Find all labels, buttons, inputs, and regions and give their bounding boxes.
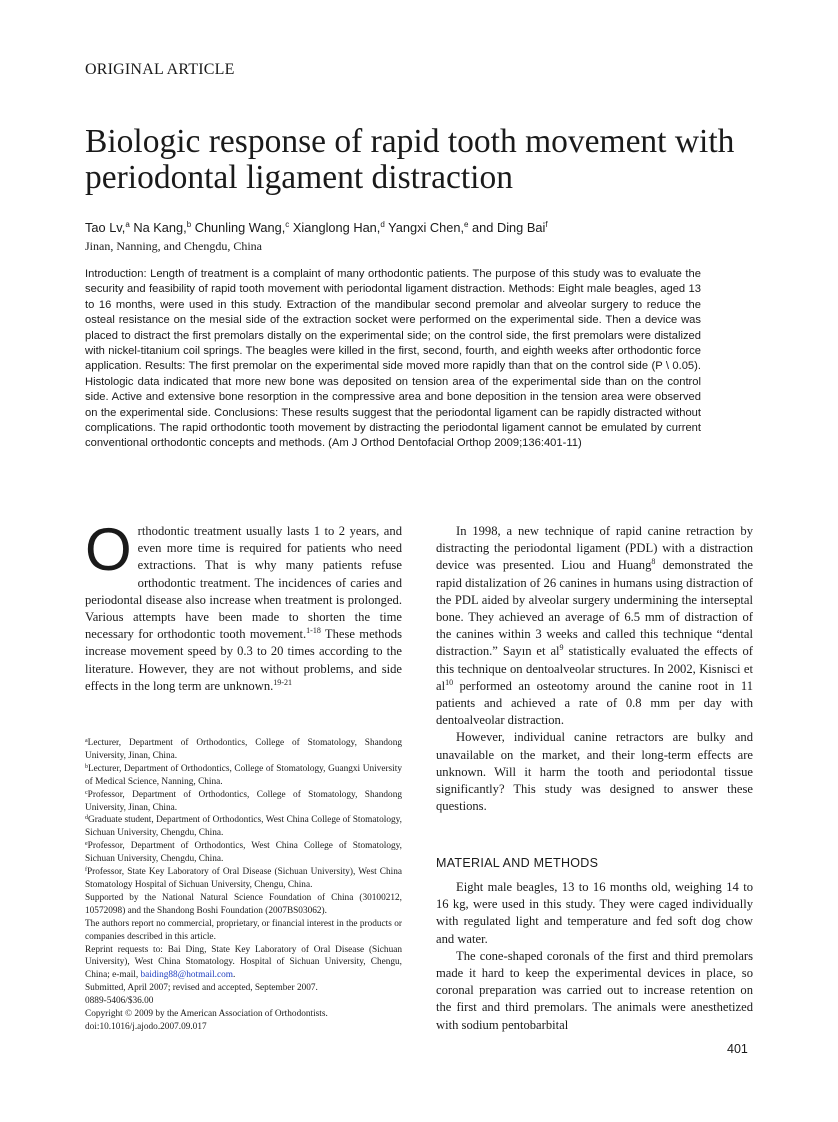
footnotes bbox=[85, 737, 402, 1034]
author-mark: d bbox=[380, 220, 385, 229]
doi: doi:10.1016/j.ajodo.2007.09.017 bbox=[85, 1021, 207, 1032]
author-name: Na Kang, bbox=[133, 220, 187, 235]
drop-cap: O bbox=[85, 516, 132, 583]
section-label: ORIGINAL ARTICLE bbox=[85, 61, 235, 78]
email-link[interactable]: baiding88@hotmail.com bbox=[140, 970, 233, 981]
author-mark: b bbox=[186, 220, 192, 229]
footnote: $^a$Lecturer, Department of Orthodontics, College of Stomatology, Shandong University, Jinan, China. bbox=[85, 738, 402, 761]
body-paragraph: Eight male beagles, 13 to 16 months old, weighing 14 to 16 kg, were used in this study. They were caged individually with regulated light and temperature and fed soft dog chow and water. bbox=[436, 880, 753, 946]
conflict-note: The authors report no commercial, proprietary, or financial interest in the products or companies described in this article. bbox=[85, 918, 402, 942]
footnote: $^c$Professor, Department of Orthodontics, College of Stomatology, Shandong University, Jinan, China. bbox=[85, 789, 402, 813]
footnote: $^b$Lecturer, Department of Orthodontics, College of Stomatology, Guangxi University of Medical Science, Nanning, China. bbox=[85, 763, 402, 787]
left-column bbox=[85, 516, 402, 695]
author-name: Chunling Wang, bbox=[194, 220, 286, 235]
body-paragraph: The cone-shaped coronals of the first and third premolars made it hard to keep the experimental devices in place, so coronal preparation was carried out to increase retention on the first and third premolars. The animals were anesthetized with sodium pentobarbital bbox=[436, 948, 753, 1032]
author-name: Tao Lv, bbox=[85, 220, 126, 235]
footnote: $^f$Professor, State Key Laboratory of Oral Disease (Sichuan University), West China Stomatology Hospital of Sichuan University, Chengu, China. bbox=[85, 867, 402, 890]
page-number: 401 bbox=[727, 1042, 748, 1056]
author-affiliation: Jinan, Nanning, and Chengdu, China bbox=[85, 239, 262, 253]
copyright: Copyright © 2009 by the American Association of Orthodontists. bbox=[85, 1009, 328, 1020]
funding-note: Supported by the National Natural Science Foundation of China (30100212, 10572098) and the Shandong Boshi Foundation (2007BS03062). bbox=[85, 892, 402, 916]
citation: 19-21 bbox=[273, 677, 292, 687]
citation: 8 bbox=[651, 557, 656, 567]
citation: 9 bbox=[559, 643, 564, 653]
body-paragraph: In 1998, a new technique of rapid canine retraction by distracting the periodontal ligament (PDL) with a distraction device was presented. Liou and Huang$^8$ demonstrated the rapid distalization of 26 canines in humans using distraction of the PDL aided by alveolar surgery undermining the interseptal bone. They achieved an average of 6.5 mm of distraction of the canines within 3 weeks and called this technique “dental distraction.” Sayın et $al^9$ statistically evaluated the effects of this technique on dentoalveolar structures. In 2002, Kisnisci et $al^{10}$ performed an osteotomy around the canine root in 11 patients and achieved a rate of 0.8 mm per day with dentoalveolar distraction. bbox=[436, 524, 753, 728]
abstract: Introduction: Length of treatment is a complaint of many orthodontic patients. The purpose of this study was to evaluate the security and feasibility of rapid tooth movement with periodontal ligament distraction. Methods: Eight male beagles, aged 13 to 16 months, were used in this study. Extraction of the mandibular second premolar and alveolar surgery to reduce the osteal resistance on the mesial side of the extraction socket were performed on the experimental side. Then a device was placed to distract the first premolars distally on the experimental side; on the control side, the first premolars were distalized with nickel-titanium coil springs. The beagles were killed in the first, second, fourth, and eighth weeks after orthodontic force application. Results: The first premolar on the experimental side moved more rapidly than that on the control side (P \ 0.05). Histologic data indicated that more new bone was deposited on tension area of the experimental side than on the control side. Active and extensive bone resorption in the compressive area and bone deposition in the tension area were observed on the experimental side. Conclusions: These results suggest that the periodontal ligament can be rapidly distracted without complications. The rapid orthodontic tooth movement by distracting the periodontal ligament cannot be emulated by current conventional orthodontic concepts and methods. (Am J Orthod Dentofacial Orthop 2009;136:401-11) bbox=[85, 268, 701, 450]
issn: 0889-5406/$36.00 bbox=[85, 996, 154, 1007]
section-heading: MATERIAL AND METHODS bbox=[436, 856, 599, 870]
submission-dates: Submitted, April 2007; revised and accepted, September 2007. bbox=[85, 983, 318, 994]
footnote: $^d$Graduate student, Department of Orthodontics, West China College of Stomatology, Sichuan University, Chengdu, China. bbox=[85, 815, 402, 839]
author-name: Yangxi Chen, bbox=[388, 220, 465, 235]
right-column bbox=[436, 523, 753, 815]
body-paragraph: However, individual canine retractors are bulky and unavailable on the market, and their long-term effects are unknown. Will it harm the tooth and periodontal tissue significantly? This study was designed to answer these questions. bbox=[436, 730, 753, 814]
author-list: Tao Lv,$^a$ Na Kang,$^b$ Chunling Wang,$^c$ Xianglong Han,$^d$ Yangxi Chen,$^e$ and Ding Bai$^f$ bbox=[85, 220, 548, 235]
intro-paragraph: Orthodontic treatment usually lasts 1 to 2 years, and even more time is required for patients who need extractions. That is why many patients refuse orthodontic treatment. The incidences of caries and periodontal disease also increase when treatment is prolonged. Various attempts have been made to shorten the time necessary for orthodontic tooth movement.$^{1-18}$ These methods increase movement speed by 0.3 to 20 times according to the literature. However, they are not without problems, and side effects in the long term are unknown.$^{19-21}$ bbox=[85, 516, 402, 693]
author-name: Ding Bai bbox=[496, 220, 546, 235]
author-name: Xianglong Han, bbox=[292, 220, 381, 235]
author-mark: f bbox=[545, 220, 548, 229]
citation: 10 bbox=[445, 677, 454, 687]
article-title: Biologic response of rapid tooth movement with periodontal ligament distraction bbox=[85, 123, 735, 196]
author-mark: c bbox=[285, 220, 290, 229]
footnote: $^e$Professor, Department of Orthodontics, West China College of Stomatology, Sichuan University, Chengdu, China. bbox=[85, 841, 402, 865]
author-mark: a bbox=[125, 220, 130, 229]
reprint-note: Reprint requests to: Bai Ding, State Key Laboratory of Oral Disease (Sichuan University), West China Stomatology. Hospital of Sichuan University, Chengu, China; e-mail, baiding88@hotmail.com. bbox=[85, 944, 402, 981]
methods-column bbox=[436, 879, 753, 1034]
author-mark: e bbox=[464, 220, 469, 229]
citation: 1-18 bbox=[306, 626, 321, 636]
